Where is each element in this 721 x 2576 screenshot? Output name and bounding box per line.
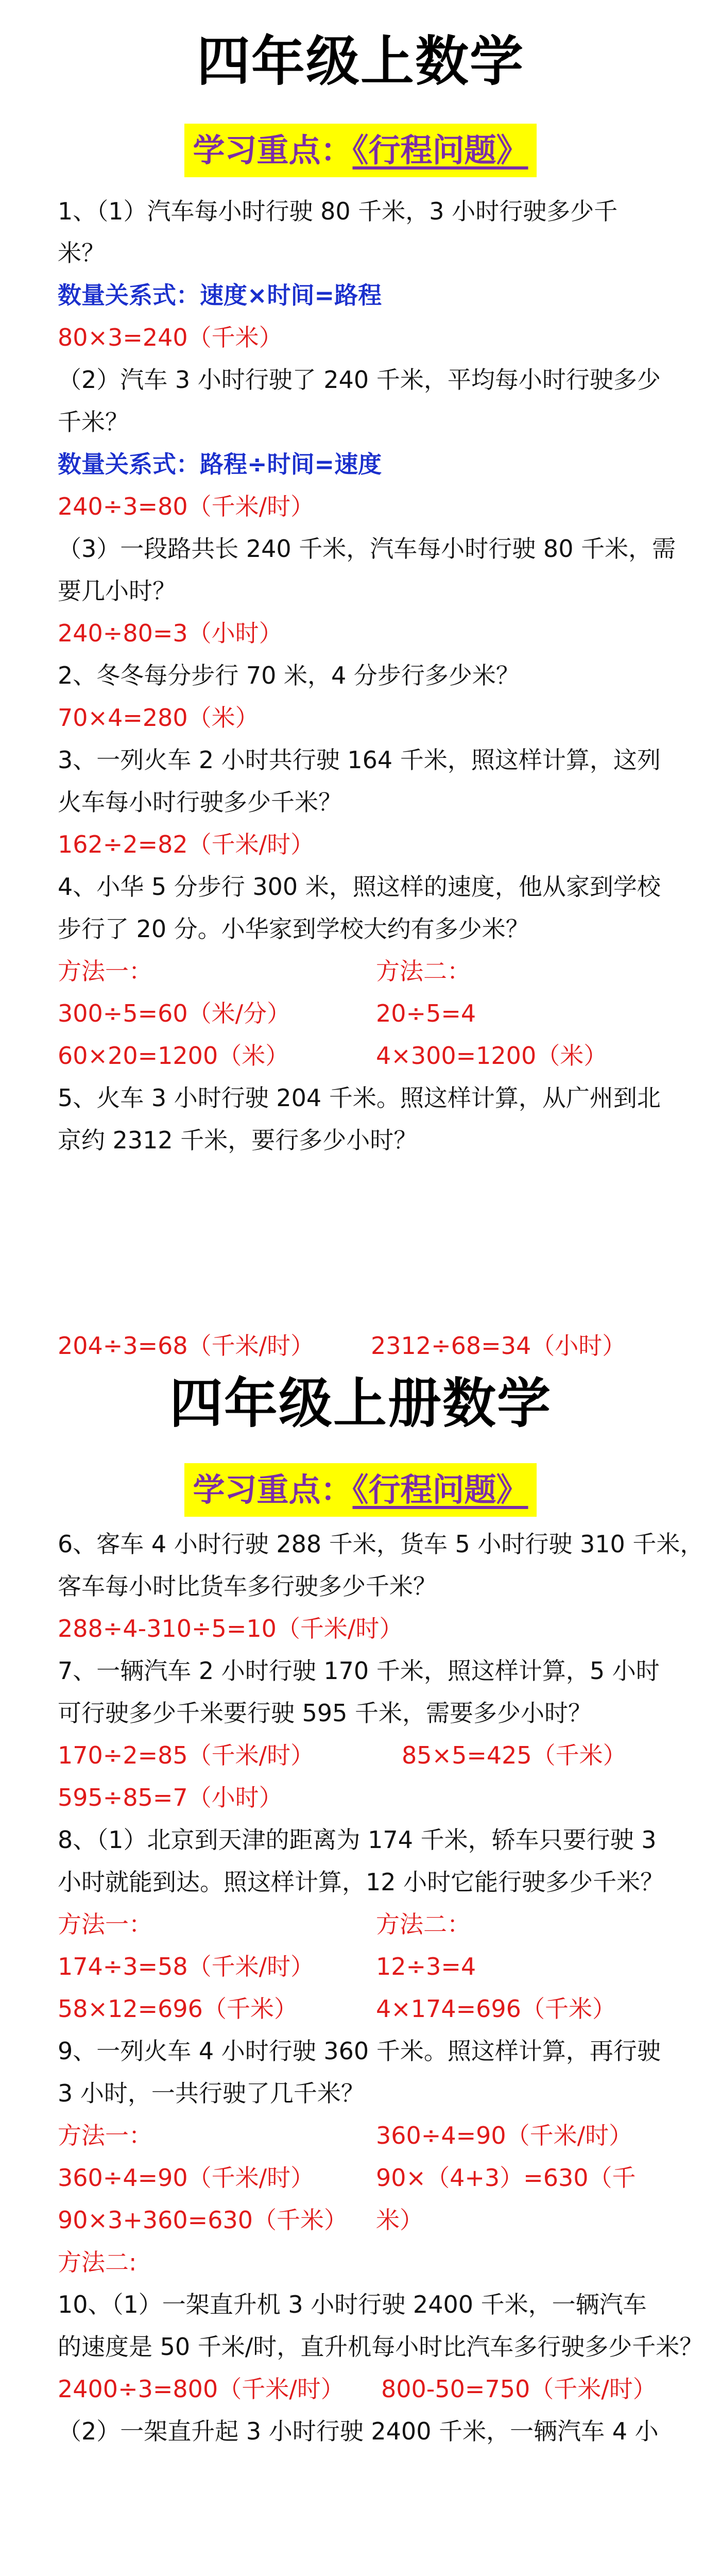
key-point-topic: 《行程问题》 [352,1471,528,1509]
question-text: 9、一列火车 4 小时行驶 360 千米。照这样计算，再行驶 [58,2037,661,2065]
question-text: 3 小时，一共行驶了几千米？ [58,2079,365,2107]
question-text: 3、一列火车 2 小时共行驶 164 千米，照这样计算，这列 [58,746,661,774]
answer-text: 85×5=425（千米） [402,1741,627,1769]
question-text: （2）汽车 3 小时行驶了 240 千米，平均每小时行驶多少 [58,366,661,394]
formula-relation: 数量关系式：路程÷时间=速度 [58,450,382,478]
answer-text: 58×12=696（千米） [58,1995,298,2023]
answer-text: 204÷3=68（千米/时） [58,1332,315,1360]
key-point-banner [0,124,721,177]
question-text: 千米？ [58,408,129,436]
key-point-prefix: 学习重点： [193,131,353,169]
question-text: 小时就能到达。照这样计算，12 小时它能行驶多少千米？ [58,1868,664,1896]
question-text: 4、小华 5 分步行 300 米，照这样的速度，他从家到学校 [58,873,661,901]
question-text: 2、冬冬每分步行 70 米，4 分步行多少米？ [58,662,520,689]
answer-text: 4×300=1200（米） [376,1042,608,1070]
method-label: 方法一： [58,1910,152,1938]
page-title: 四年级上数学 [196,30,524,93]
answer-text: 4×174=696（千米） [376,1995,616,2023]
key-point-topic: 《行程问题》 [352,131,528,169]
question-text: 可行驶多少千米要行驶 595 千米，需要多少小时？ [58,1699,592,1727]
key-point-prefix: 学习重点： [193,1471,353,1509]
method-label: 方法二: [58,2248,137,2276]
answer-text: 288÷4-310÷5=10（千米/时） [58,1615,403,1642]
question-text: 步行了 20 分。小华家到学校大约有多少米？ [58,915,529,943]
question-text: 6、客车 4 小时行驶 288 千米，货车 5 小时行驶 310 千米， [58,1530,704,1558]
answer-text: 240÷80=3（小时） [58,619,283,647]
answer-text: 60×20=1200（米） [58,1042,289,1070]
question-text: 米？ [58,239,105,267]
question-text: 要几小时？ [58,577,176,605]
answer-text: 360÷4=90（千米/时） [376,2122,633,2149]
answer-text: 米） [376,2206,423,2234]
question-text: 客车每小时比货车多行驶多少千米？ [58,1572,437,1600]
answer-text: 20÷5=4 [376,999,476,1027]
key-point-banner [0,1463,721,1517]
key-point-highlight [184,124,536,177]
method-label: 方法二： [376,957,471,985]
answer-text: 70×4=280（米） [58,704,259,732]
answer-text: 2312÷68=34（小时） [371,1332,626,1360]
question-text: 1、（1）汽车每小时行驶 80 千米，3 小时行驶多少千 [58,197,618,225]
question-text: （2）一架直升起 3 小时行驶 2400 千米，一辆汽车 4 小 [58,2417,659,2445]
question-text: 火车每小时行驶多少千米？ [58,788,342,816]
answer-text: 2400÷3=800（千米/时） [58,2375,345,2403]
section-title: 四年级上册数学 [169,1372,552,1435]
answer-text: 300÷5=60（米/分） [58,999,291,1027]
question-text: （3）一段路共长 240 千米，汽车每小时行驶 80 千米，需 [58,535,676,563]
answer-text: 90×（4+3）=630（千 [376,2164,636,2192]
question-text: 7、一辆汽车 2 小时行驶 170 千米，照这样计算，5 小时 [58,1657,660,1685]
answer-text: 240÷3=80（千米/时） [58,493,315,520]
method-label: 方法二： [376,1910,471,1938]
question-text: 10、（1）一架直升机 3 小时行驶 2400 千米，一辆汽车 [58,2291,647,2318]
question-text: 5、火车 3 小时行驶 204 千米。照这样计算，从广州到北 [58,1084,661,1112]
formula-relation: 数量关系式：速度×时间=路程 [58,281,382,309]
answer-text: 90×3+360=630（千米） [58,2206,348,2234]
answer-text: 80×3=240（千米） [58,324,283,351]
question-text: 8、（1）北京到天津的距离为 174 千米，轿车只要行驶 3 [58,1826,657,1854]
method-label: 方法一： [58,2122,152,2149]
answer-text: 12÷3=4 [376,1953,476,1980]
method-label: 方法一： [58,957,152,985]
answer-text: 360÷4=90（千米/时） [58,2164,315,2192]
question-text: 京约 2312 千米，要行多少小时？ [58,1126,418,1154]
key-point-highlight [184,1463,536,1517]
answer-text: 162÷2=82（千米/时） [58,831,315,858]
answer-text: 595÷85=7（小时） [58,1784,283,1811]
question-text: 的速度是 50 千米/时，直升机每小时比汽车多行驶多少千米？ [58,2333,703,2361]
answer-text: 174÷3=58（千米/时） [58,1953,315,1980]
answer-text: 170÷2=85（千米/时） [58,1741,315,1769]
answer-text: 800-50=750（千米/时） [381,2375,657,2403]
